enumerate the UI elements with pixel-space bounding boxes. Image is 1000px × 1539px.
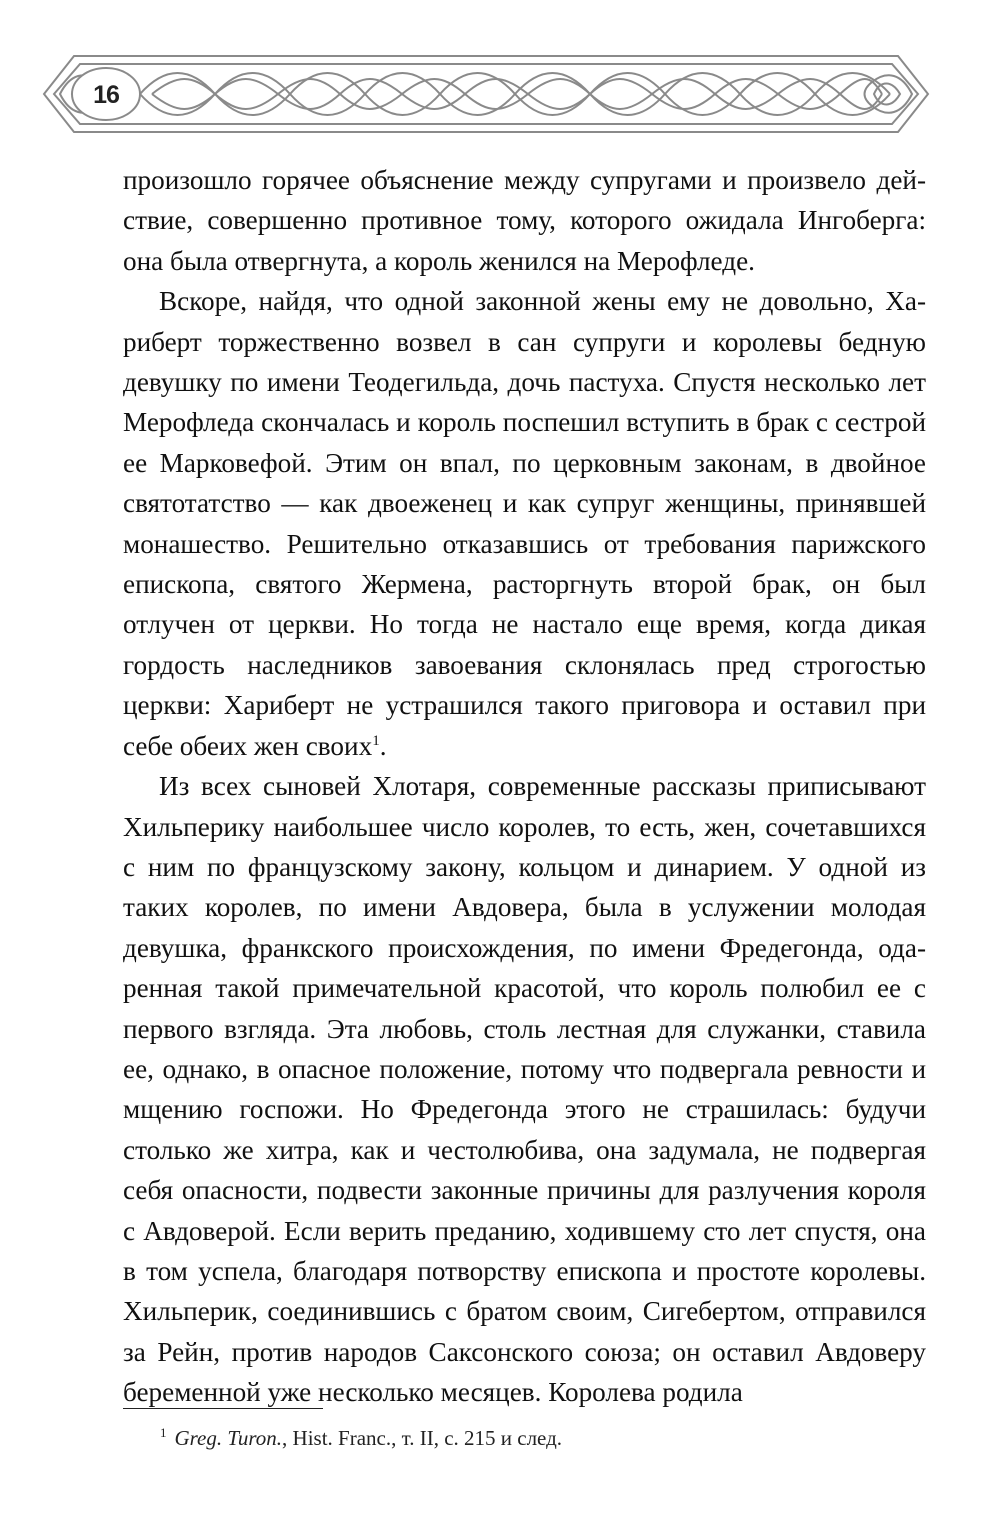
footnote-citation: , Hist. Franc., т. II, с. 215 и след. bbox=[282, 1426, 563, 1450]
footnote-author: Greg. Turon. bbox=[174, 1426, 283, 1450]
footnote-reference[interactable]: 1 bbox=[372, 732, 380, 749]
paragraph bbox=[123, 766, 926, 1413]
page-number: 16 bbox=[93, 81, 119, 109]
paragraph bbox=[123, 160, 926, 281]
footnote-divider bbox=[123, 1408, 323, 1409]
paragraph-text: Вскоре, найдя, что одной законной жены ему не довольно, Хариберт торжественно возвел в сан супруги и королевы бедную девушку по имени Теодегильда, дочь пастуха. Спустя несколько лет Мерофледа скончалась и король поспешил вступить в брак с сестрой ее Марковефой. Этим он впал, по церковным законам, в двойное святотатство — как двоеженец и как супруг женщины, принявшей монашество. Решительно отказавшись от требования парижского епископа, святого Жермена, расторгнуть второй брак, он был отлучен от церкви. Но тогда не настало еще время, когда дикая гордость наследников завоевания склонялась пред строгостью церкви: Хариберт не устрашился такого приговора и оставил при себе обеих жен своих bbox=[123, 286, 926, 761]
main-text bbox=[123, 160, 926, 1413]
paragraph-tail: . bbox=[379, 730, 387, 761]
footnote-mark: 1 bbox=[160, 1425, 167, 1440]
celtic-knot-band-icon bbox=[40, 52, 932, 136]
footnote bbox=[160, 1418, 920, 1453]
paragraph-text: произошло горячее объяснение между супругами и произвело действие, совершенно противное тому, которого ожидала Ингоберга: она была отвергнута, а король женился на Мерофледе. bbox=[123, 165, 926, 276]
paragraph-text: Из всех сыновей Хлотаря, современные рассказы приписывают Хильперику наибольшее число королев, то есть, жен, сочетавшихся с ним по французскому закону, кольцом и динарием. У одной из таких королев, по имени Авдовера, была в услужении молодая девушка, франкского происхождения, по имени Фредегонда, одаренная такой примечательной красотой, что король полюбил ее с первого взгляда. Эта любовь, столь лестная для служанки, ставила ее, однако, в опасное положение, потому что подвергала ревности и мщению госпожи. Но Фредегонда этого не страшилась: будучи столько же хитра, как и честолюбива, она задумала, не подвергая себя опасности, подвести законные причины для разлучения короля с Авдоверой. Если верить преданию, ходившему сто лет спустя, она в том успела, благодаря потворству епископа и простоте королевы. Хильперик, соединившись с братом своим, Сигебертом, отправился за Рейн, против народов Саксонского союза; он оставил Авдоверу беременной уже несколько месяцев. Королева родила bbox=[123, 771, 926, 1408]
paragraph bbox=[123, 281, 926, 766]
